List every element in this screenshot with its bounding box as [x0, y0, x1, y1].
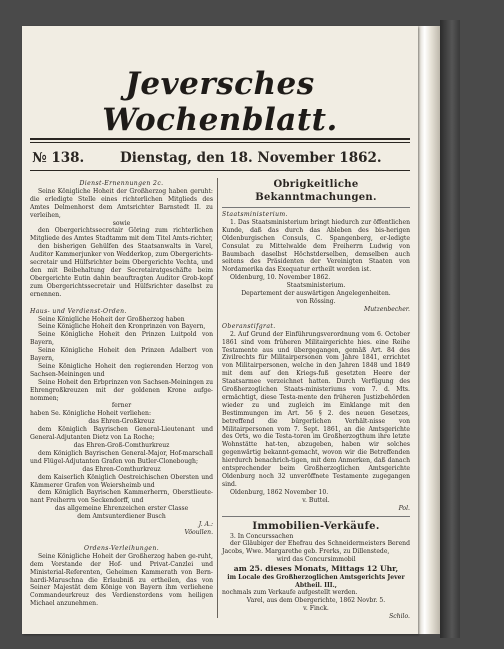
list-item: Seine Hoheit den Erbprinzen von Sachsen-Meiningen zu Ehrengroßkreuzen mit der goldenen Krone aufge-nommen;	[30, 378, 213, 402]
issue-number: № 138.	[32, 150, 85, 166]
signature: Schilo.	[389, 613, 410, 621]
list-item: das Ehren-Groß-Comthurkreuz	[73, 442, 170, 449]
list-item: das Ehren-Comthurkreuz	[82, 465, 161, 473]
newspaper-page	[22, 26, 418, 634]
section-heading: Obrigkeitliche Bekanntmachungen.	[255, 179, 377, 203]
signature: v. Buttel.	[302, 496, 330, 504]
paragraph: 3. In Concurssachen	[230, 532, 294, 540]
left-column	[30, 178, 213, 608]
issue-date: Dienstag, den 18. November 1862.	[120, 150, 382, 166]
list-item: dem Amtsunterdiener Busch	[77, 513, 166, 521]
list-item: haben Se. Königliche Hoheit verliehen:	[30, 410, 152, 418]
paragraph: wird das Concursimmobil	[276, 556, 356, 564]
section-heading: Immobilien-Verkäufe.	[252, 520, 380, 532]
paragraph: sowie	[112, 219, 131, 227]
list-item: ferner	[111, 402, 132, 410]
masthead-title: Jeversches Wochenblatt.	[102, 66, 338, 138]
list-item: Seine Königliche Hoheit den Prinzen Luitpold von Bayern,	[30, 331, 213, 347]
signature: J. A.:	[198, 521, 213, 529]
dateline-rule	[30, 170, 410, 171]
book-spine-shadow	[440, 20, 460, 638]
paragraph: Seine Königliche Hoheit der Großherzog haben geruht: die erledigte Stelle eines richterlichen Mitglieds des Amtes Delmenhorst dem Amtsrichter Barnstedt II. zu verleihen,	[30, 187, 213, 219]
paragraph: im Locale des Großherzoglichen Amtsgerichts Jever Abtheil. III.,	[227, 573, 405, 589]
list-item: dem Königlich Bayrischen General-Lieutenant und General-Adjutanten Dietz von La Roche;	[30, 426, 213, 442]
paragraph: Seine Königliche Hoheit der Großherzog haben ge-ruht, dem Vorstande der Hof- und Privat-Canzlei und Ministerial-Referenten, Geheimen Kammerath von Bern-hardi-Maruschna die Erlaubniß zu ertheilen, das von Seiner Majestät dem Könige von Bayern ihm verliehene Commandeurkreuz des Verdienstordens vom heiligen Michael anzunehmen.	[30, 552, 213, 608]
paragraph: Oldenburg, 10. November 1862.	[230, 274, 331, 282]
list-item: Seine Königliche Hoheit den Kronprinzen von Bayern,	[38, 323, 206, 331]
paragraph: Varel, aus dem Obergerichte, 1862 Novbr. 5.	[246, 597, 386, 605]
paragraph: Staatsministerium.	[286, 282, 346, 290]
list-item: dem Königlich Bayrischen Kammerherrn, Oberstlieute-nant Freiherrn von Seckendorff, und	[30, 489, 213, 505]
paragraph: den Obergerichtssecretair Göring zum richterlichen Mitgliede des Amtes Stadtamm mit dem Titel Amts-richter,	[30, 227, 213, 243]
book-spine-edge	[418, 26, 440, 634]
paragraph: Oldenburg, 1862 November 10.	[230, 488, 329, 496]
section-title: Haus- und Verdienst-Orden.	[30, 307, 127, 315]
list-item: Seine Königliche Hoheit den regierenden Herzog von Sachsen-Meiningen und	[30, 362, 213, 378]
paragraph: 1. Das Staatsministerium bringt hiedurch zur öffentlichen Kunde, daß das durch das Ableben des bis-herigen Oldenburgischen Consuls, C. Spangenberg, er-ledigte Consulat zu Mittelwalde dem Freiherrn Ludwig von Baumbach daselbst Höchstderselben, demselben auch seitens des Präsidenten der Vereinigten Staaten von Nordamerika das Exequatur ertheilt worden ist.	[222, 218, 410, 274]
masthead-rule-top	[30, 138, 410, 140]
paragraph: nochmals zum Verkaufe aufgestellt werden.	[222, 589, 358, 597]
list-item: Seine Königliche Hoheit den Prinzen Adalbert von Bayern,	[30, 347, 213, 363]
paragraph: am 25. dieses Monats, Mittags 12 Uhr,	[233, 564, 399, 574]
list-item: das allgemeine Ehrenzeichen erster Classe	[54, 505, 189, 513]
signature: Mutzenbecher.	[364, 305, 410, 313]
list-item: Seine Königliche Hoheit der Großherzog haben	[38, 315, 185, 323]
list-item: dem Kaiserlich Königlich Oestreichischen Obersten und Kämmerer Grafen von Weiersheimb und	[30, 473, 213, 489]
paragraph: der Gläubiger der Ehefrau des Schneidermeisters Berend Jacobs, Wwe. Margarethe geb. Frerks, zu Dillenstede,	[222, 540, 410, 556]
section-title: Staatsministerium.	[222, 211, 288, 218]
list-item: das Ehren-Großkreuz	[88, 418, 155, 426]
list-item: dem Königlich Bayrischen General-Major, Hof-marschall und Flügel-Adjutanten Grafen von Butler-Clonebough;	[30, 449, 213, 465]
signature: Vöoullen.	[184, 528, 213, 536]
section-title: Oberanstifgrat.	[222, 322, 276, 330]
section-title: Dienst-Ernennungen 2c.	[79, 180, 164, 187]
paragraph: 2. Auf Grund der Einführungsverordnung vom 6. October 1861 sind vom früheren Militairgerichte hies. eine Reihe Testamente aus und übergegangen, gemäß Art. 84 des Zivilrechts für Militairpersonen vom Jahre 1841, errichtet von Militairpersonen, welche in den Jahren 1848 und 1849 mit dem auf den Kriegs-fuß gesetzten Heere der Staatsarmee verzeichnet hatten. Durch Verfügung des Großherzoglichen Staats-ministeriums vom 7. d. Mts. ermächtigt, diese Testa-mente den früheren Justizbehörden wieder zu und zugleich im Einklange mit den Bestimmungen im Art. 56 § 2. des neuen Gesetzes, betreffend die bürgerlichen Verhält-nisse von Militairpersonen vom 7. Sept. 1861, an die Amtsgerichte des Orts, wo die Testa-toren im Großherzogthum ihre letzte Wohnstätte hat-ten, abzugeben, haben wir solches gegenwärtig bekannt-gemacht, wovon wir die Betreffenden hierdurch benachrich-tigen, mit dem Anmerken, daß danach entsprechender beim Großherzoglichen Amtsgerichte Oldenburg noch 32 unveröffnete Testamente zugegangen sind.	[222, 330, 410, 488]
signature: Pol.	[398, 504, 410, 512]
right-column	[222, 178, 410, 621]
signature: v. Finck.	[303, 605, 329, 613]
column-divider	[217, 178, 218, 618]
masthead-rule-thin	[30, 142, 410, 143]
signature: von Rössing.	[296, 297, 336, 305]
paragraph: Departement der auswärtigen Angelegenheiten.	[241, 290, 391, 298]
paragraph: den bisherigen Gehülfen des Staatsanwalts in Varel, Auditor Kammerjunker von Wedderkop, zum Obergerichts-secretair und Hülfsrichter beim Obergerichte Vechta, und den mit Beibehaltung der Secretairatgeschäfte beim Obergerichte Eutin dahin beauftragten Auditor Grob-kopf zum Obergerichtssecretair und Hülfsrichter daselbst zu ernennen.	[30, 243, 213, 298]
section-title: Ordens-Verleihungen.	[83, 544, 160, 552]
